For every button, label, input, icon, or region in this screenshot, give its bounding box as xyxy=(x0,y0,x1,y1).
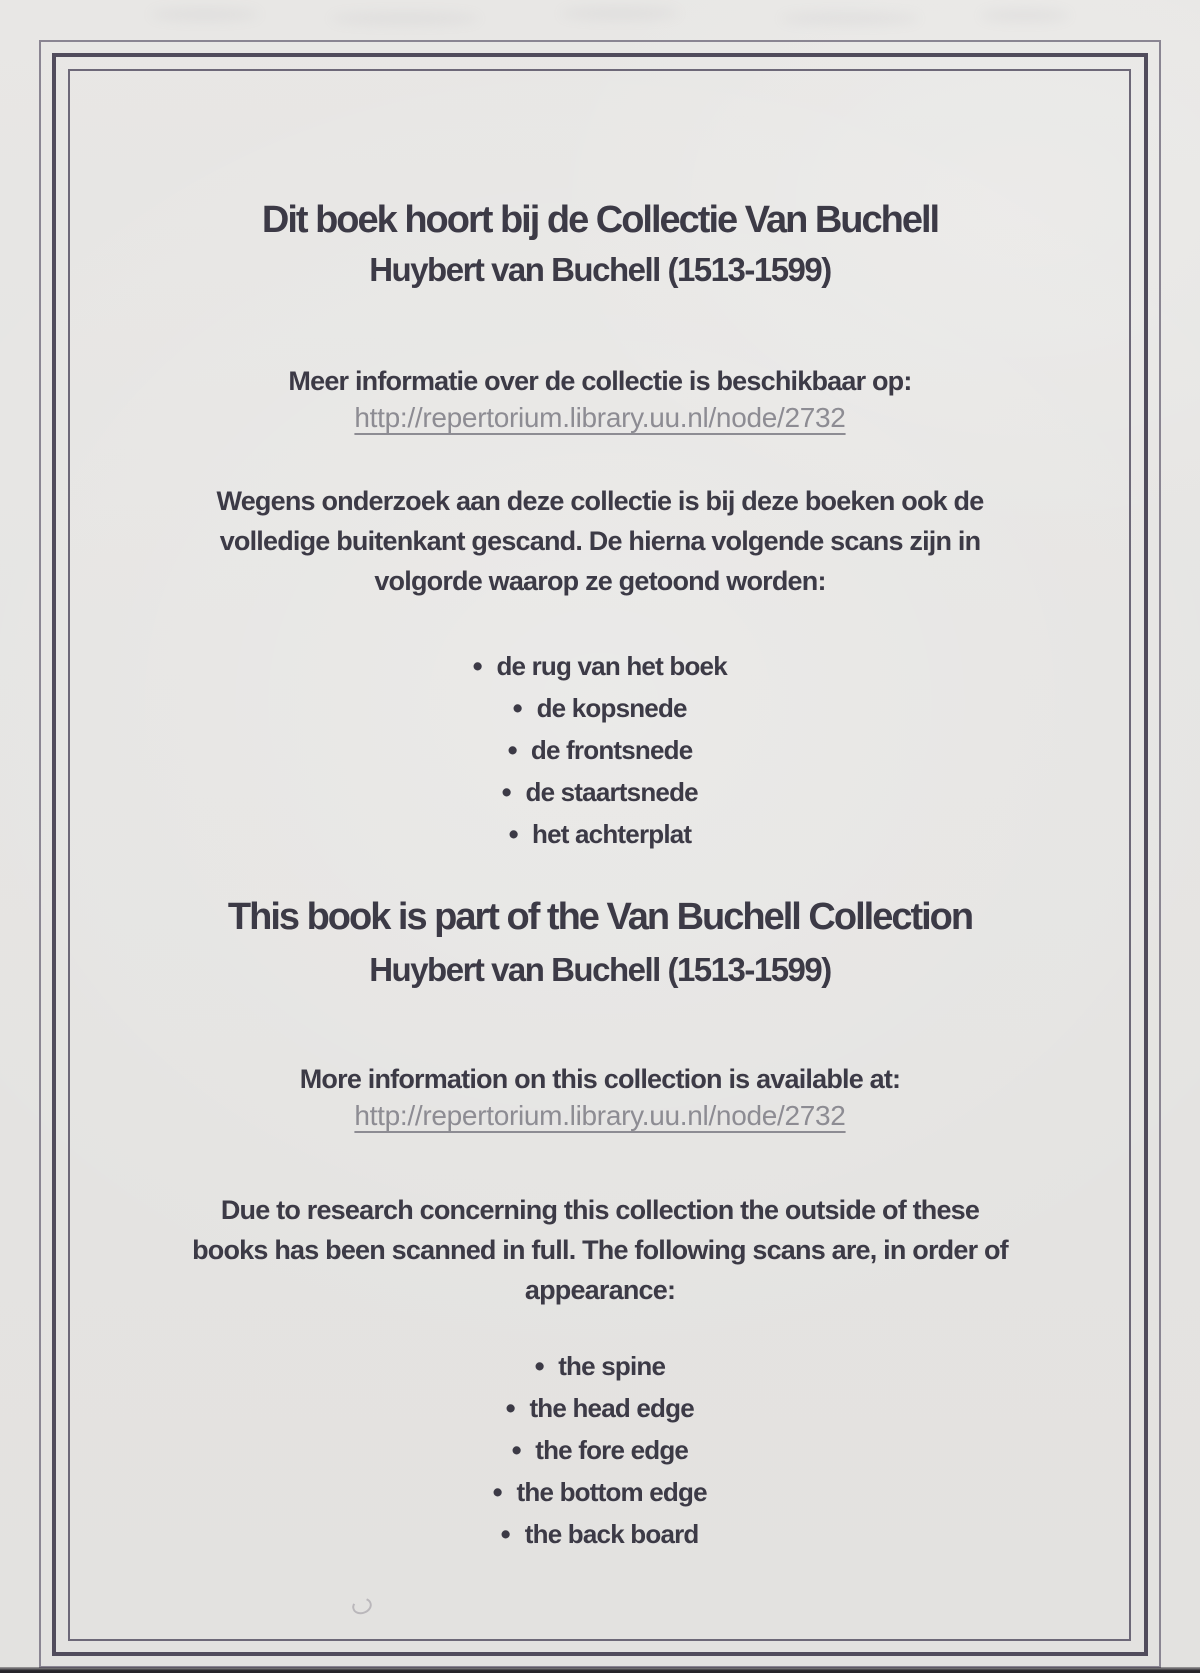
list-item xyxy=(0,1345,1200,1387)
bullet-label: the head edge xyxy=(529,1393,694,1423)
bullet-dot: • xyxy=(512,691,522,725)
dutch-body-paragraph xyxy=(0,481,1200,601)
dutch-body-line: Wegens onderzoek aan deze collectie is bij deze boeken ook de xyxy=(216,486,984,516)
scan-artifact-smudge xyxy=(330,12,480,25)
bullet-label: het achterplat xyxy=(532,819,692,849)
dutch-title: Dit boek hoort bij de Collectie Van Buchell xyxy=(261,199,939,241)
bullet-dot: • xyxy=(492,1475,502,1509)
dutch-body-line: volledige buitenkant gescand. De hierna volgende scans zijn in xyxy=(219,526,981,556)
english-body-line: Due to research concerning this collection the outside of these xyxy=(220,1195,980,1225)
dutch-subtitle: Huybert van Buchell (1513-1599) xyxy=(369,251,831,288)
bullet-label: the bottom edge xyxy=(516,1477,707,1507)
english-info-label: More information on this collection is available at: xyxy=(299,1064,901,1094)
dutch-bullet-list xyxy=(0,645,1200,855)
list-item xyxy=(0,729,1200,771)
bullet-label: the spine xyxy=(558,1351,666,1381)
list-item xyxy=(0,645,1200,687)
english-title: This book is part of the Van Buchell Collection xyxy=(227,896,973,938)
pencil-mark-artifact xyxy=(350,1595,374,1617)
dutch-info-label: Meer informatie over de collectie is beschikbaar op: xyxy=(288,366,912,396)
bullet-dot: • xyxy=(507,733,517,767)
bullet-label: de staartsnede xyxy=(525,777,698,807)
english-bullet-list xyxy=(0,1345,1200,1555)
bullet-dot: • xyxy=(472,649,482,683)
bullet-dot: • xyxy=(511,1433,521,1467)
bullet-dot: • xyxy=(534,1349,544,1383)
english-body-line: books has been scanned in full. The following scans are, in order of xyxy=(192,1235,1008,1265)
english-url: http://repertorium.library.uu.nl/node/2732 xyxy=(354,1100,846,1131)
scan-artifact-smudge xyxy=(980,9,1070,22)
bullet-dot: • xyxy=(501,1517,511,1551)
bullet-dot: • xyxy=(505,1391,515,1425)
list-item xyxy=(0,1429,1200,1471)
english-body-line: appearance: xyxy=(524,1275,676,1305)
bullet-label: the back board xyxy=(524,1519,699,1549)
list-item xyxy=(0,1513,1200,1555)
list-item xyxy=(0,813,1200,855)
english-body-paragraph xyxy=(0,1190,1200,1310)
bullet-label: the fore edge xyxy=(535,1435,689,1465)
list-item xyxy=(0,687,1200,729)
bullet-label: de kopsnede xyxy=(536,693,687,723)
dutch-url: http://repertorium.library.uu.nl/node/2732 xyxy=(354,402,846,433)
scan-artifact-smudge xyxy=(560,7,680,20)
list-item xyxy=(0,771,1200,813)
scan-artifact-smudge xyxy=(780,12,920,25)
dutch-body-line: volgorde waarop ze getoond worden: xyxy=(374,566,826,596)
scan-artifact-smudge xyxy=(150,8,260,21)
scanner-edge-shadow xyxy=(0,1667,1200,1673)
bullet-label: de rug van het boek xyxy=(496,651,727,681)
english-subtitle: Huybert van Buchell (1513-1599) xyxy=(369,951,831,988)
bullet-dot: • xyxy=(501,775,511,809)
list-item xyxy=(0,1471,1200,1513)
list-item xyxy=(0,1387,1200,1429)
bullet-label: de frontsnede xyxy=(530,735,693,765)
bullet-dot: • xyxy=(508,817,518,851)
